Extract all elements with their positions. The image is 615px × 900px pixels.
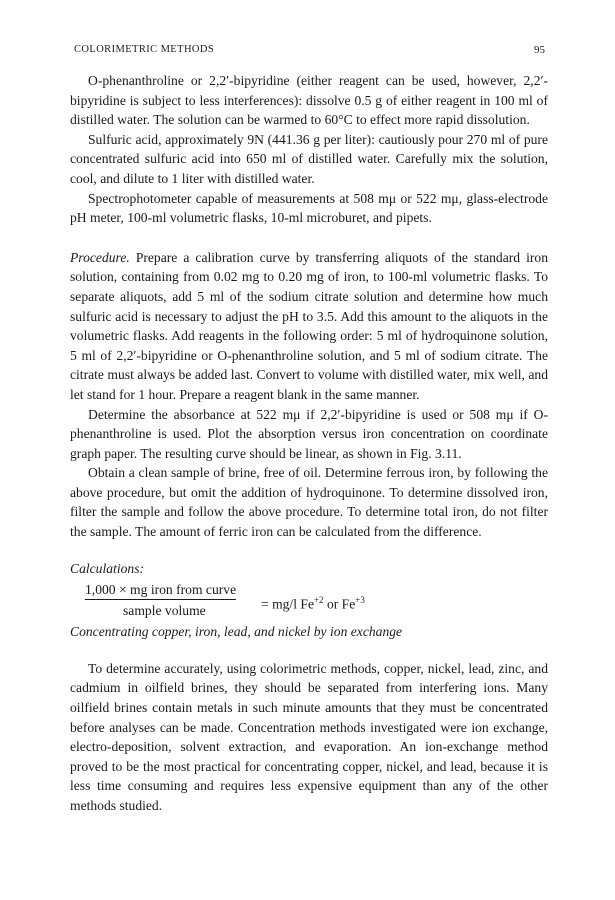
ion-exchange-paragraph: To determine accurately, using colorimetric methods, copper, nickel, lead, zinc, and cadmium in oilfield brines, they should be separated from interfering ions. Many oilfield brines contain metals in such minute amounts that they must be concentrated before analyses can be made. Concentration methods investigated were ion exchange, electro-deposition, solvent extraction, and evaporation. An ion-exchange method proved to be the most practical for concentrating copper, nickel, and lead, because it is less time consuming and requires less expensive equipment than any of the other methods studied. <box>70 660 548 813</box>
absorbance-paragraph: Determine the absorbance at 522 mμ if 2,2′-bipyridine is used or 508 mμ if O-phenanthroline is used. Plot the absorption versus iron concentration on coordinate graph paper. The resulting curve should be linear, as shown in Fig. 3.11. <box>70 406 548 461</box>
page-number: 95 <box>534 44 545 56</box>
procedure-paragraph <box>70 248 548 405</box>
formula-equals: = mg/l Fe <box>261 596 314 612</box>
formula-denominator: sample volume <box>123 603 206 619</box>
page-body <box>70 71 548 816</box>
reagent-sulfuric-acid: Sulfuric acid, approximately 9N (441.36 g per liter): cautiously pour 270 ml of pure concentrated sulfuric acid into 650 ml of distilled water. Carefully mix the solution, cool, and dilute to 1 liter with distilled water. <box>70 131 548 186</box>
formula-or: or Fe <box>323 596 356 612</box>
running-head <box>74 44 545 60</box>
procedure-label: Procedure. <box>70 249 130 265</box>
iron-formula <box>85 578 548 622</box>
calculations-heading: Calculations: <box>70 560 145 576</box>
section-heading: Concentrating copper, iron, lead, and nickel by ion exchange <box>70 624 403 640</box>
formula-result <box>261 591 365 614</box>
procedure-text: Prepare a calibration curve by transferring aliquots of the standard iron solution, containing from 0.02 mg to 0.20 mg of iron, to 100-ml volumetric flasks. To separate aliquots, add 5 ml of the sodium citrate solution and determine how much sulfuric acid is necessary to adjust the pH to 3.5. Add this amount to the aliquots in the volumetric flasks. Add reagents in the following order: 5 ml of hydroquinone solution, 5 ml of 2,2′-bipyridine or O-phenanthroline solution, and 5 ml of sodium citrate. The citrate must always be added last. Convert to volume with distilled water, mix well, and let stand for 1 hour. Prepare a reagent blank in the same manner. <box>70 249 548 402</box>
ferric-charge: +3 <box>355 595 365 606</box>
formula-numerator: 1,000 × mg iron from curve <box>85 581 236 600</box>
chapter-title: COLORIMETRIC METHODS <box>74 44 215 55</box>
ferrous-charge: +2 <box>313 595 324 606</box>
reagent-phenanthroline: O-phenanthroline or 2,2′-bipyridine (either reagent can be used, however, 2,2′-bipyridine is subject to less interferences): dissolve 0.5 g of either reagent in 100 ml of distilled water. The solution can be warmed to 60°C to effect more rapid dissolution. <box>70 73 548 128</box>
equipment-list: Spectrophotometer capable of measurements at 508 mμ or 522 mμ, glass-electrode pH meter, 100-ml volumetric flasks, 10-ml microburet, and pipets. <box>70 190 548 226</box>
brine-paragraph: Obtain a clean sample of brine, free of oil. Determine ferrous iron, by following the above procedure, but omit the addition of hydroquinone. To determine dissolved iron, filter the sample and follow the above procedure. To determine total iron, do not filter the sample. The amount of ferric iron can be calculated from the difference. <box>70 465 548 540</box>
